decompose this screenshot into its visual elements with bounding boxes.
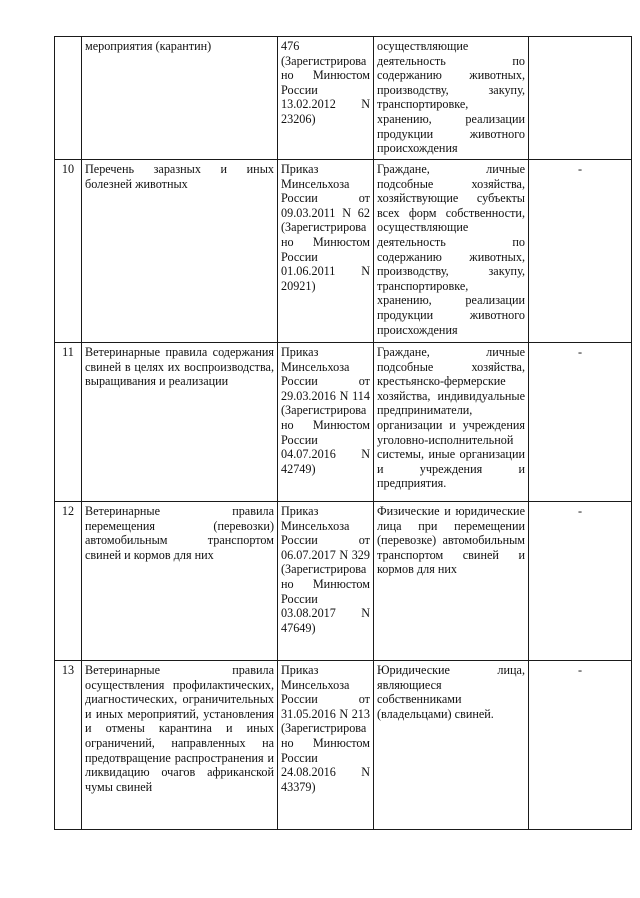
note [529,37,632,160]
row-number: 11 [55,343,82,502]
subjects [374,502,529,661]
act-details [278,37,374,160]
act-name-text: Ветеринарные правила осуществления профилактических, диагностических, ограничительных и иных мероприятий, установления и отмены карантина и иных ограничений, направленных на предотвращение распространения и ликвидацию очагов африканской чумы свиней [85,663,274,794]
act-name [82,661,278,830]
note: - [529,502,632,661]
row-number [55,37,82,160]
subjects-text: Физические и юридические лица при перемещении (перевозке) автомобильным транспортом свиней и кормов для них [377,504,525,577]
act-name [82,502,278,661]
table-row [55,160,632,343]
table-row [55,37,632,160]
act-name-text: Ветеринарные правила содержания свиней в целях их воспроизводства, выращивания и реализации [85,345,274,389]
table-row [55,661,632,830]
row-number: 10 [55,160,82,343]
act-details [278,661,374,830]
regulations-table [54,36,632,830]
subjects-text: осуществляющие деятельность по содержанию животных, производству, закупу, транспортировке, хранению, реализации продукции животного происхождения [377,39,525,156]
act-details-text: 476 (Зарегистрирова но Минюстом России 13.02.2012 N 23206) [281,39,370,126]
act-details-text: Приказ Минсельхоза России от 29.03.2016 N 114 (Зарегистрирова но Минюстом России 04.07.2016 N 42749) [281,345,370,476]
act-details [278,502,374,661]
act-details-text: Приказ Минсельхоза России от 06.07.2017 N 329 (Зарегистрирова но Минюстом России 03.08.2017 N 47649) [281,504,370,635]
table-row [55,343,632,502]
row-number: 12 [55,502,82,661]
act-name [82,37,278,160]
subjects [374,661,529,830]
act-name-text: мероприятия (карантин) [85,39,212,53]
act-details [278,160,374,343]
subjects [374,37,529,160]
table-row [55,502,632,661]
act-name [82,343,278,502]
subjects-text: Юридические лица, являющиеся собственниками (владельцами) свиней. [377,663,525,721]
act-name-text: Перечень заразных и иных болезней животных [85,162,274,191]
note: - [529,160,632,343]
act-name-text: Ветеринарные правила перемещения (перевозки) автомобильным транспортом свиней и кормов для них [85,504,274,562]
note: - [529,343,632,502]
note: - [529,661,632,830]
act-details-text: Приказ Минсельхоза России от 31.05.2016 N 213 (Зарегистрирова но Минюстом России 24.08.2016 N 43379) [281,663,370,794]
row-number: 13 [55,661,82,830]
act-details [278,343,374,502]
act-name [82,160,278,343]
subjects [374,343,529,502]
subjects [374,160,529,343]
subjects-text: Граждане, личные подсобные хозяйства, хозяйствующие субъекты всех форм собственности, осуществляющие деятельность по содержанию животных, производству, закупу, транспортировке, хранению, реализации продукции животного происхождения [377,162,525,337]
act-details-text: Приказ Минсельхоза России от 09.03.2011 N 62 (Зарегистрирова но Минюстом России 01.06.2011 N 20921) [281,162,370,293]
subjects-text: Граждане, личные подсобные хозяйства, крестьянско-фермерские хозяйства, индивидуальные предприниматели, организации и учреждения уголовно-исполнительной системы, иные организации и учреждения и предприятия. [377,345,525,491]
